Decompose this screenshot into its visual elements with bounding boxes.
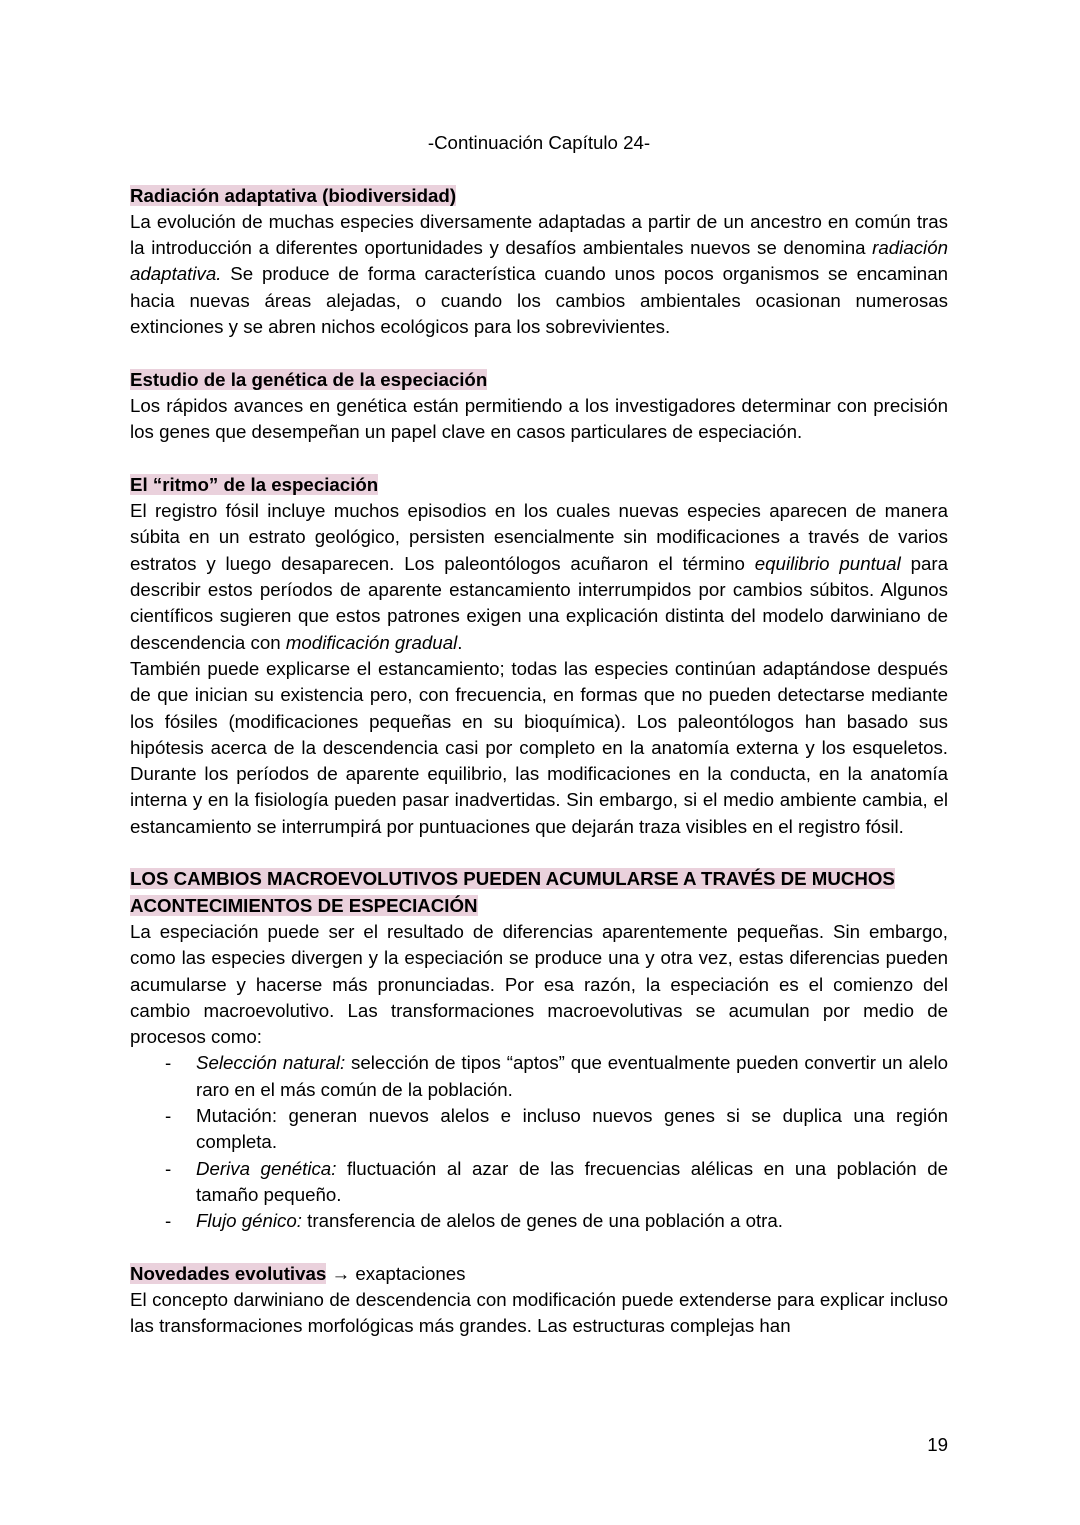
section-heading bbox=[130, 472, 948, 498]
italic-text: equilibrio puntual bbox=[754, 552, 901, 574]
section bbox=[130, 367, 948, 446]
section bbox=[130, 472, 948, 840]
highlighted-heading-text: Radiación adaptativa (biodiversidad) bbox=[130, 184, 457, 206]
section-heading bbox=[130, 1261, 948, 1287]
italic-text: radiación adaptativa. bbox=[130, 237, 948, 285]
section-heading bbox=[130, 866, 948, 919]
text-run: selección de tipos “aptos” que eventualmente pueden convertir un alelo raro en el más común de la población. bbox=[196, 1052, 948, 1100]
list-marker: - bbox=[165, 1210, 172, 1232]
italic-text: modificación gradual bbox=[285, 631, 458, 653]
paragraph bbox=[130, 209, 948, 340]
list-marker: - bbox=[165, 1052, 172, 1074]
italic-text: Flujo génico: bbox=[196, 1210, 302, 1232]
list-item bbox=[130, 1156, 948, 1209]
text-run: . bbox=[457, 631, 463, 653]
document-page bbox=[130, 130, 948, 1366]
section-heading bbox=[130, 367, 948, 393]
paragraph bbox=[130, 498, 948, 656]
highlighted-heading-text: LOS CAMBIOS MACROEVOLUTIVOS PUEDEN ACUMULARSE A TRAVÉS DE MUCHOS ACONTECIMIENTOS DE ESPECIACIÓN bbox=[130, 868, 895, 916]
text-run: Se produce de forma característica cuando unos pocos organismos se encaminan hacia nuevas áreas alejadas, o cuando los cambios ambientales ocasionan numerosas extinciones y se abren nichos ecológicos para los sobrevivientes. bbox=[130, 263, 948, 338]
bullet-list bbox=[130, 1050, 948, 1234]
paragraph bbox=[130, 919, 948, 1050]
text-run: El registro fósil incluye muchos episodios en los cuales nuevas especies aparecen de manera súbita en un estrato geológico, persisten esencialmente sin modificaciones a través de varios estratos y luego desaparecen. Los paleontólogos acuñaron el término bbox=[130, 500, 948, 574]
italic-text: Selección natural: bbox=[196, 1052, 346, 1074]
paragraph bbox=[130, 393, 948, 446]
section bbox=[130, 1261, 948, 1340]
highlighted-heading-text: Novedades evolutivas bbox=[130, 1262, 327, 1284]
page-number: 19 bbox=[927, 1434, 948, 1455]
text-run: La especiación puede ser el resultado de diferencias aparentemente pequeñas. Sin embargo, como las especies divergen y la especiación se produce una y otra vez, estas diferencias pueden acumularse y hacerse más pronunciadas. Por esa razón, la especiación es el comienzo del cambio macroevolutivo. Las transformaciones macroevolutivas se acumulan por medio de procesos como: bbox=[130, 920, 948, 1048]
text-run: transferencia de alelos de genes de una población a otra. bbox=[301, 1210, 783, 1232]
text-run: También puede explicarse el estancamiento; todas las especies continúan adaptándose después de que inician su existencia pero, con frecuencia, en formas que no pueden detectarse mediante los fósiles (modificaciones pequeñas en su bioquímica). Los paleontólogos han basado sus hipótesis acerca de la descendencia casi por completo en la anatomía externa y los esqueletos. Durante los períodos de aparente equilibrio, las modificaciones en la conducta, en la anatomía interna y en la fisiología pueden pasar inadvertidas. Sin embargo, si el medio ambiente cambia, el estancamiento se interrumpirá por puntuaciones que dejarán traza visibles en el registro fósil. bbox=[130, 657, 948, 837]
text-run: La evolución de muchas especies diversamente adaptadas a partir de un ancestro en común tras la introducción a diferentes oportunidades y desafíos ambientales nuevos se denomina bbox=[130, 210, 948, 259]
list-item bbox=[130, 1208, 948, 1234]
highlighted-heading-text: Estudio de la genética de la especiación bbox=[130, 368, 488, 390]
heading-suffix: → exaptaciones bbox=[326, 1262, 466, 1284]
chapter-title: -Continuación Capítulo 24- bbox=[427, 132, 651, 153]
list-item bbox=[130, 1103, 948, 1156]
text-run: Los rápidos avances en genética están permitiendo a los investigadores determinar con precisión los genes que desempeñan un papel clave en casos particulares de especiación. bbox=[130, 394, 948, 443]
document-body bbox=[130, 183, 948, 1340]
list-marker: - bbox=[165, 1157, 172, 1179]
list-item bbox=[130, 1050, 948, 1103]
text-run: El concepto darwiniano de descendencia con modificación puede extenderse para explicar incluso las transformaciones morfológicas más grandes. Las estructuras complejas han bbox=[130, 1289, 948, 1337]
text-run: Mutación: generan nuevos alelos e incluso nuevos genes si se duplica una región completa. bbox=[196, 1104, 948, 1153]
list-marker: - bbox=[165, 1104, 172, 1126]
paragraph bbox=[130, 1287, 948, 1340]
section bbox=[130, 866, 948, 1234]
highlighted-heading-text: El “ritmo” de la especiación bbox=[130, 473, 379, 495]
text-run: para describir estos períodos de aparente estancamiento interrumpidos por cambios súbitos. Algunos científicos sugieren que estos patrones exigen una explicación distinta del modelo darwiniano de descendencia con bbox=[130, 552, 948, 653]
italic-text: Deriva genética: bbox=[196, 1157, 337, 1179]
section bbox=[130, 183, 948, 341]
text-run: fluctuación al azar de las frecuencias alélicas en una población de tamaño pequeño. bbox=[196, 1157, 948, 1205]
section-heading bbox=[130, 183, 948, 209]
paragraph bbox=[130, 656, 948, 840]
